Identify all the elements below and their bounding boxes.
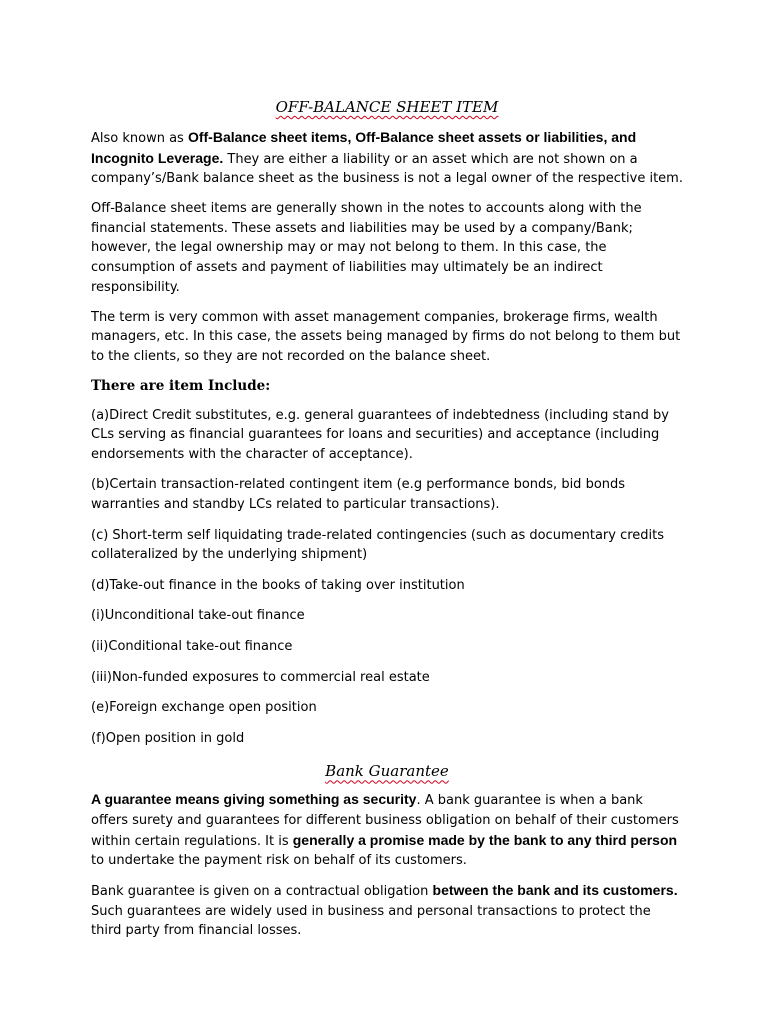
- bank-guarantee-paragraph-1: A guarantee means giving something as security. A bank guarantee is when a bank offers surety and guarantees for different business obligation on behalf of their customers within certain regulations. It is generally a promise made by the bank to any third person to undertake the payment risk on behalf of its customers.: [91, 791, 679, 869]
- intro-paragraph: Also known as Off-Balance sheet items, Off-Balance sheet assets or liabilities, and Incognito Leverage. They are either a liability or an asset which are not shown on a company’s/Bank balance sheet as the business is not a legal owner of the respective item.: [91, 129, 683, 187]
- list-item-f: (f)Open position in gold: [91, 730, 245, 746]
- list-item-ii: (ii)Conditional take-out finance: [91, 638, 293, 654]
- bank-guarantee-paragraph-2: Bank guarantee is given on a contractual obligation between the bank and its customers. Such guarantees are widely used in business and personal transactions to protect the third party from financial losses.: [91, 882, 678, 939]
- section-title-bank-guarantee: Bank Guarantee: [325, 762, 449, 781]
- intro-bold-terms: Off-Balance sheet items, Off-Balance sheet assets or liabilities, and Incognito Leverage.: [91, 129, 637, 166]
- document-page: [91, 96, 683, 952]
- list-item-c: (c) Short-term self liquidating trade-related contingencies (such as documentary credits collateralized by the underlying shipment): [91, 527, 665, 563]
- list-item-a: (a)Direct Credit substitutes, e.g. general guarantees of indebtedness (including stand by CLs serving as financial guarantees for loans and securities) and acceptance (including endorsements with the character of acceptance).: [91, 407, 669, 462]
- list-item-d: (d)Take-out finance in the books of taking over institution: [91, 577, 465, 593]
- list-item-iii: (iii)Non-funded exposures to commercial real estate: [91, 669, 430, 685]
- list-item-e: (e)Foreign exchange open position: [91, 700, 317, 716]
- list-item-b: (b)Certain transaction-related contingent item (e.g performance bonds, bid bonds warranties and standby LCs related to particular transactions).: [91, 477, 626, 512]
- notes-paragraph: Off-Balance sheet items are generally shown in the notes to accounts along with the financial statements. These assets and liabilities may be used by a company/Bank; however, the legal ownership may or may not belong to them. In this case, the consumption of assets and payment of liabilities may ultimately be an indirect responsibility.: [91, 201, 642, 295]
- list-item-i: (i)Unconditional take-out finance: [91, 608, 305, 624]
- document-title: OFF-BALANCE SHEET ITEM: [275, 98, 499, 116]
- items-heading: There are item Include:: [91, 378, 271, 395]
- usage-paragraph: The term is very common with asset management companies, brokerage firms, wealth managers, etc. In this case, the assets being managed by firms do not belong to them but to the clients, so they are not recorded on the balance sheet.: [91, 309, 681, 364]
